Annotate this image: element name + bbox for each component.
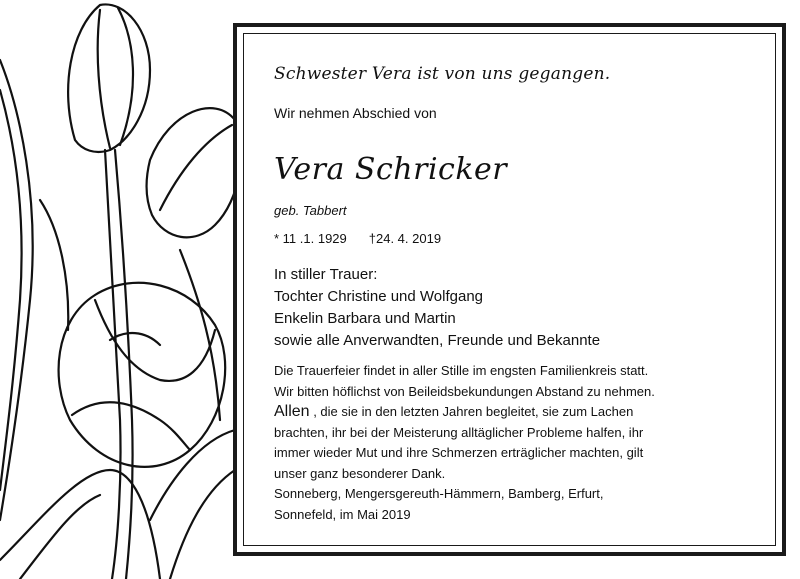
notice-line: unser ganz besonderer Dank. bbox=[274, 465, 446, 481]
notice-line: Wir bitten höflichst von Beileidsbekundungen Abstand zu nehmen. bbox=[274, 383, 655, 399]
notice-line: immer wieder Mut und ihre Schmerzen erträglicher machten, gilt bbox=[274, 445, 644, 460]
notice-line: Sonneberg, Mengersgereuth-Hämmern, Bamberg, Erfurt, bbox=[274, 486, 604, 501]
intro-text: Wir nehmen Abschied von bbox=[274, 105, 437, 121]
notice-line bbox=[274, 402, 655, 423]
notice-line: Sonnefeld, im Mai 2019 bbox=[274, 506, 411, 522]
death-date: †24. 4. 2019 bbox=[368, 231, 442, 246]
notice-frame bbox=[233, 23, 786, 556]
mourner-line: Enkelin Barbara und Martin bbox=[274, 310, 456, 327]
mourners-heading: In stiller Trauer: bbox=[274, 266, 378, 283]
notice-text bbox=[274, 361, 655, 525]
mourners-list bbox=[274, 264, 600, 352]
notice-line-rest: , die sie in den letzten Jahren begleitet, sie zum Lachen bbox=[309, 404, 634, 419]
leaf-bottom bbox=[0, 470, 160, 579]
deceased-name: Vera Schricker bbox=[274, 152, 508, 187]
headline: Schwester Vera ist von uns gegangen. bbox=[274, 64, 611, 84]
allen-word: Allen bbox=[274, 403, 310, 420]
birth-date: * 11 .1. 1929 bbox=[274, 231, 347, 246]
stem-1 bbox=[105, 150, 121, 579]
notice-line: brachten, ihr bei der Meisterung alltäglicher Probleme halfen, ihr bbox=[274, 424, 644, 440]
life-dates bbox=[274, 231, 441, 246]
birth-name: geb. Tabbert bbox=[274, 203, 347, 218]
mourner-line: Tochter Christine und Wolfgang bbox=[274, 288, 484, 305]
tulip-top bbox=[68, 4, 150, 152]
tulip-illustration bbox=[0, 0, 250, 579]
inner-border bbox=[243, 33, 776, 546]
notice-line: Die Trauerfeier findet in aller Stille im engsten Familienkreis statt. bbox=[274, 363, 649, 378]
mourner-line: sowie alle Anverwandten, Freunde und Bekannte bbox=[274, 332, 601, 349]
